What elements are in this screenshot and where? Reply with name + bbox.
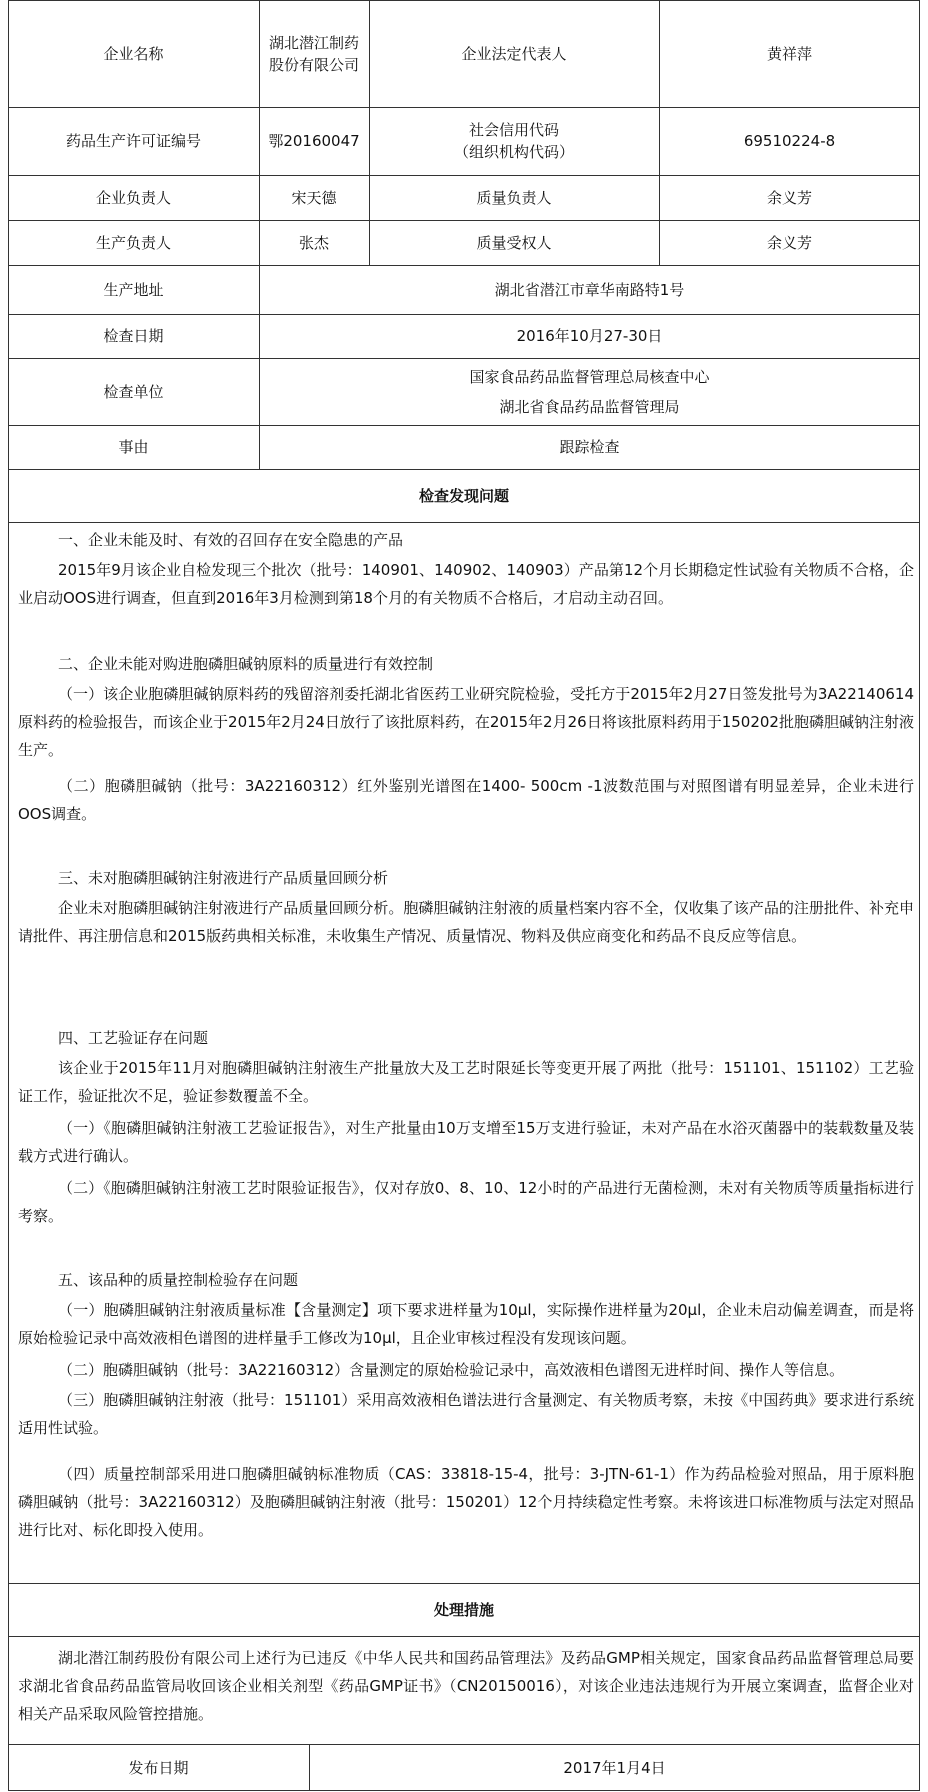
enterprise-name-label: 企业名称 [103,44,164,63]
unit-line2: 湖北省食品药品监督管理局 [499,397,680,416]
s2-p2: （二）胞磷胆碱钠（批号：3A22160312）红外鉴别光谱图在1400- 500cm -1波数范围与对照图谱有明显差异，企业未进行OOS调查。 [18,777,914,823]
row-divider [8,522,920,523]
findings-title: 检查发现问题 [418,487,509,505]
enterprise-name: 湖北潜江制药股份有限公司 [268,33,359,74]
production-head-label: 生产负责人 [95,233,171,252]
inspection-notice [8,0,920,1791]
legal-rep: 黄祥萍 [766,44,812,63]
s4-p1: 该企业于2015年11月对胞磷胆碱钠注射液生产批量放大及工艺时限延长等变更开展了两批（批号：151101、151102）工艺验证工作，验证批次不足，验证参数覆盖不全。 [18,1059,914,1105]
s5-p2: （二）胞磷胆碱钠（批号：3A22160312）含量测定的原始检验记录中，高效液相色谱图无进样时间、操作人等信息。 [58,1361,845,1379]
reason: 跟踪检查 [559,438,620,456]
s1-p1: 2015年9月该企业自检发现三个批次（批号：140901、140902、140903）产品第12个月长期稳定性试验有关物质不合格，企业启动OOS进行调查，但直到2016年3月检测到第18个月的有关物质不合格后，才启动主动召回。 [18,561,914,607]
address-label: 生产地址 [103,280,164,299]
credit-code-label-line1: 社会信用代码 [468,121,559,139]
s3-title: 三、未对胞磷胆碱钠注射液进行产品质量回顾分析 [58,869,389,887]
legal-rep-label: 企业法定代表人 [461,44,567,63]
inspection-date: 2016年10月27-30日 [516,327,663,345]
s5-p3: （三）胞磷胆碱钠注射液（批号：151101）采用高效液相色谱法进行含量测定、有关物质考察，未按《中国药典》要求进行系统适用性试验。 [18,1391,914,1437]
production-head: 张杰 [298,233,329,252]
credit-code-label [369,107,659,175]
measures-text: 湖北潜江制药股份有限公司上述行为已违反《中华人民共和国药品管理法》及药品GMP相关规定，国家食品药品监督管理总局要求湖北省食品药品监管局收回该企业相关剂型《药品GMP证书》（CN20150016），对该企业违法违规行为开展立案调查，监督企业对相关产品采取风险管控措施。 [18,1649,914,1723]
measures-title: 处理措施 [433,1601,494,1619]
head-label: 企业负责人 [95,188,171,207]
head: 宋天德 [291,188,337,207]
credit-code-label-line2: （组织机构代码） [453,143,574,161]
address: 湖北省潜江市章华南路特1号 [494,280,685,299]
s5-p1: （一）胞磷胆碱钠注射液质量标准【含量测定】项下要求进样量为10μl，实际操作进样量为20μl，企业未启动偏差调查，而是将原始检验记录中高效液相色谱图的进样量手工修改为10μl，且企业审核过程没有发现该问题。 [18,1301,914,1347]
s4-p3: （二）《胞磷胆碱钠注射液工艺时限验证报告》，仅对存放0、8、10、12小时的产品进行无菌检测，未对有关物质等质量指标进行考察。 [18,1179,914,1225]
unit-line1: 国家食品药品监督管理总局核查中心 [469,367,710,386]
s1-title: 一、企业未能及时、有效的召回存在安全隐患的产品 [58,531,404,549]
s3-p1: 企业未对胞磷胆碱钠注射液进行产品质量回顾分析。胞磷胆碱钠注射液的质量档案内容不全，仅收集了该产品的注册批件、补充申请批件、再注册信息和2015版药典相关标准，未收集生产情况、质量情况、物料及供应商变化和药品不良反应等信息。 [18,899,914,945]
publish-date-label: 发布日期 [128,1758,189,1777]
license-no: 鄂20160047 [268,132,360,150]
s5-p4: （四）质量控制部采用进口胞磷胆碱钠标准物质（CAS：33818-15-4，批号：3-JTN-61-1）作为药品检验对照品，用于原料胞磷胆碱钠（批号：3A22160312）及胞磷胆碱钠注射液（批号：150201）12个月持续稳定性考察。未将该进口标准物质与法定对照品进行比对、标化即投入使用。 [18,1465,914,1539]
s4-title: 四、工艺验证存在问题 [58,1029,209,1047]
s5-title: 五、该品种的质量控制检验存在问题 [58,1271,299,1289]
quality-head-label: 质量负责人 [476,188,552,207]
credit-code: 69510224-8 [743,132,836,150]
publish-date: 2017年1月4日 [563,1758,666,1777]
s2-title: 二、企业未能对购进胞磷胆碱钠原料的质量进行有效控制 [58,655,434,673]
s2-p1: （一）该企业胞磷胆碱钠原料药的残留溶剂委托湖北省医药工业研究院检验，受托方于2015年2月27日签发批号为3A22140614原料药的检验报告，而该企业于2015年2月24日放行了该批原料药，在2015年2月26日将该批原料药用于150202批胞磷胆碱钠注射液生产。 [18,685,914,759]
reason-label: 事由 [118,438,149,456]
s4-p2: （一）《胞磷胆碱钠注射液工艺验证报告》，对生产批量由10万支增至15万支进行验证，未对产品在水浴灭菌器中的装载数量及装载方式进行确认。 [18,1119,914,1165]
inspection-units [259,358,920,425]
quality-head: 余义芳 [766,188,812,207]
date-label: 检查日期 [103,327,164,345]
qp: 余义芳 [766,233,812,252]
qp-label: 质量受权人 [476,233,552,252]
license-no-label: 药品生产许可证编号 [65,132,201,150]
row-divider [8,1636,920,1637]
unit-label: 检查单位 [103,382,164,401]
